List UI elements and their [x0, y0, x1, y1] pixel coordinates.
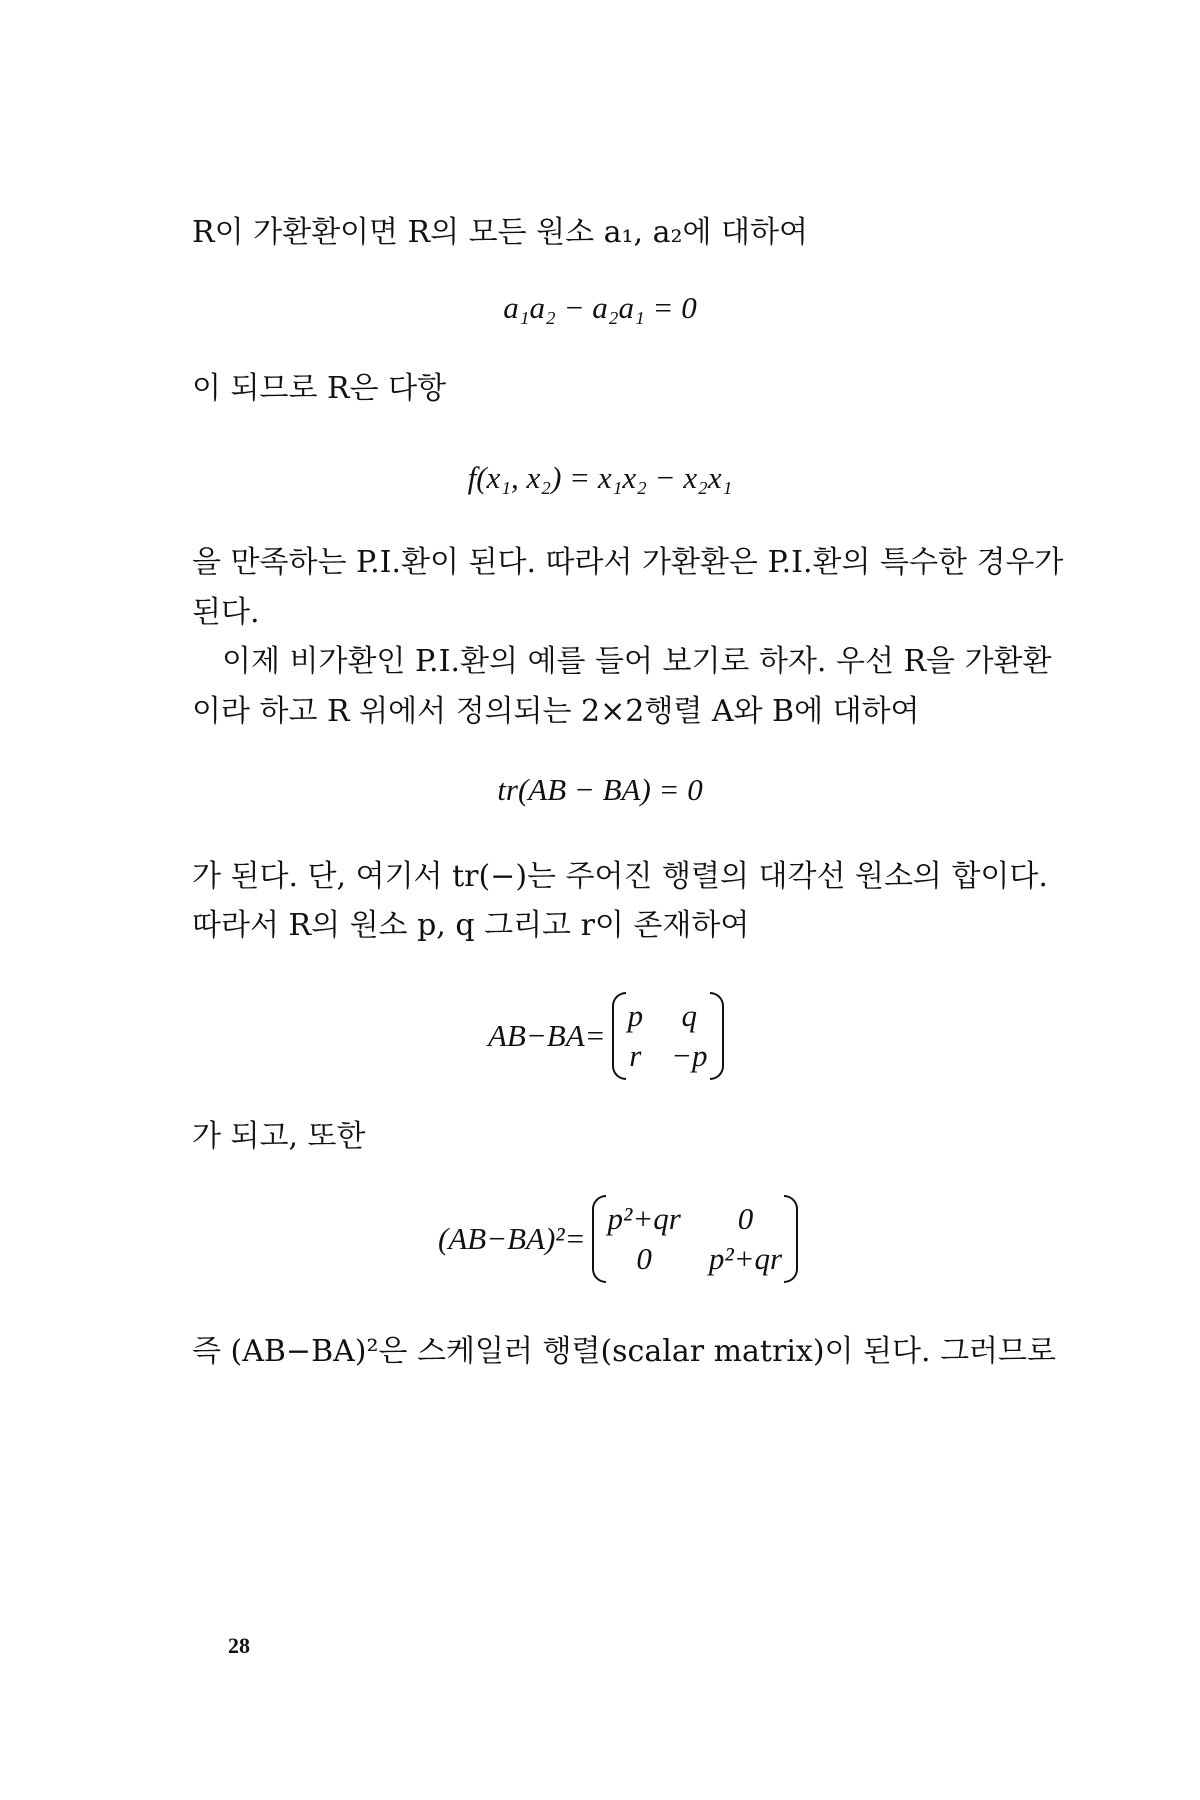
equation-polynomial: f(x₁, x₂) = x₁x₂ − x₂x₁ — [467, 460, 733, 495]
matrix-equation-1-lhs: AB−BA= — [488, 1018, 606, 1053]
matrix-equation-1 — [488, 992, 724, 1080]
text-line-3: 을 만족하는 P.I.환이 된다. 따라서 가환환은 P.I.환의 특수한 경우가 — [192, 545, 1064, 580]
matrix-cell: q — [681, 998, 698, 1033]
matrix-cell: 0 — [737, 1201, 754, 1236]
matrix-cell: p — [627, 998, 644, 1033]
text-line-8: 따라서 R의 원소 p, q 그리고 r이 존재하여 — [192, 908, 750, 943]
text-line-9: 가 되고, 또한 — [192, 1119, 366, 1154]
text-line-4: 된다. — [192, 595, 260, 630]
matrix-cell: r — [629, 1038, 642, 1073]
matrix-cell: 0 — [636, 1241, 652, 1276]
equation-trace: tr(AB − BA) = 0 — [497, 772, 703, 807]
matrix-1 — [612, 992, 724, 1080]
matrix-cell: p²+qr — [607, 1201, 681, 1236]
text-line-1: R이 가환환이면 R의 모든 원소 a₁, a₂에 대하여 — [192, 215, 808, 250]
matrix-cell: p²+qr — [708, 1241, 783, 1276]
equation-commutator: a₁a₂ − a₂a₁ = 0 — [503, 290, 697, 325]
matrix-cell: −p — [671, 1038, 708, 1073]
matrix-2 — [592, 1195, 799, 1283]
matrix-equation-2 — [438, 1195, 798, 1283]
text-line-6: 이라 하고 R 위에서 정의되는 2×2행렬 A와 B에 대하여 — [192, 694, 920, 729]
text-line-10: 즉 (AB−BA)²은 스케일러 행렬(scalar matrix)이 된다. 그러므로 — [192, 1334, 1057, 1369]
page-number: 28 — [228, 1633, 250, 1658]
text-line-7: 가 된다. 단, 여기서 tr(−)는 주어진 행렬의 대각선 원소의 합이다. — [192, 859, 1048, 894]
matrix-equation-2-lhs: (AB−BA)²= — [438, 1221, 586, 1256]
text-line-2: 이 되므로 R은 다항 — [192, 371, 447, 406]
text-line-5: 이제 비가환인 P.I.환의 예를 들어 보기로 하자. 우선 R을 가환환 — [222, 644, 1052, 679]
